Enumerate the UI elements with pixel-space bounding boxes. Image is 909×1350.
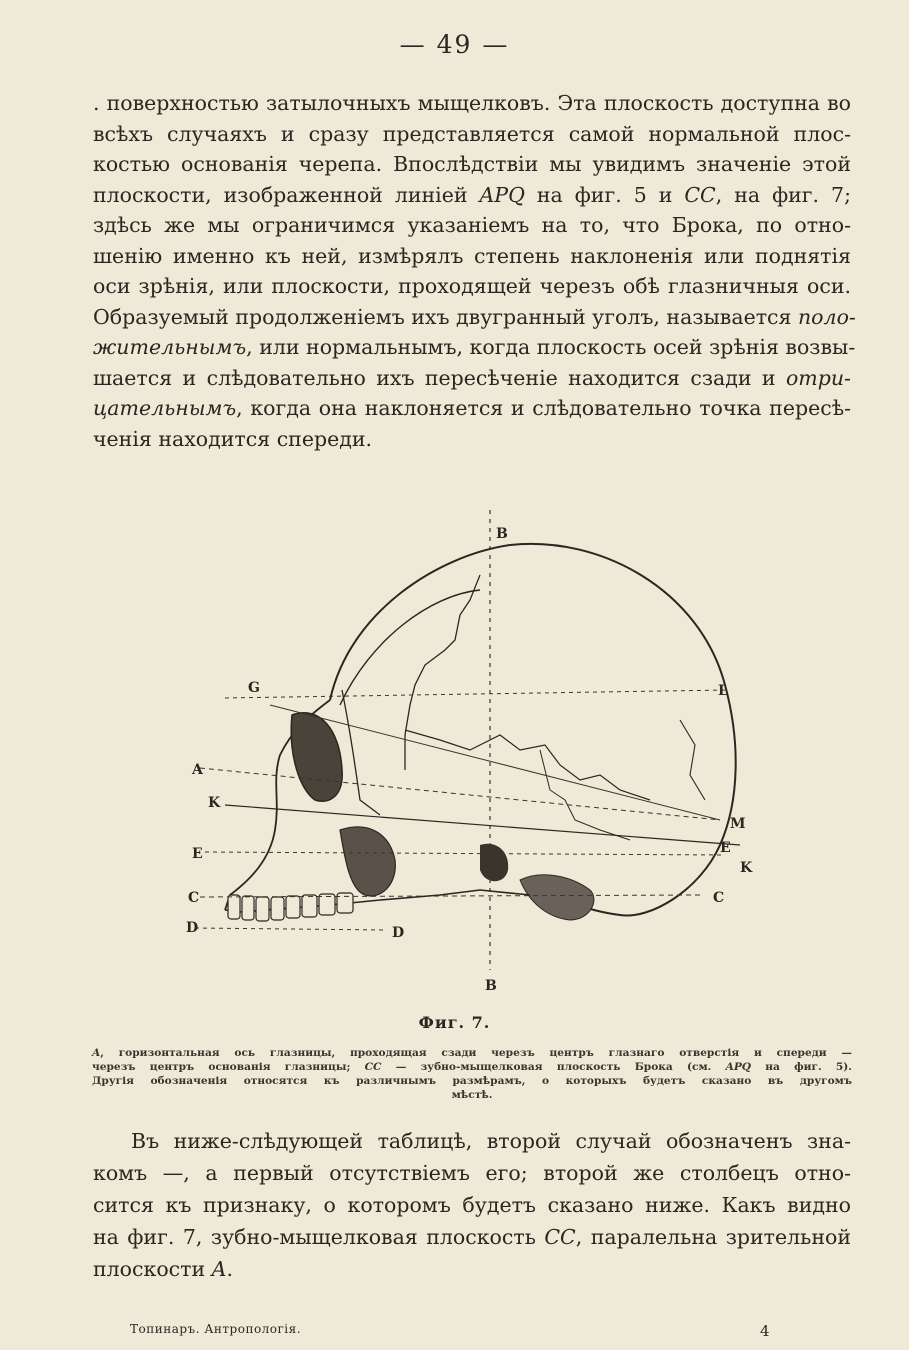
label-g: G [248,680,260,696]
text-line: плоскости, изображенной линіей APQ на фиг. 5 и CC, на фиг. 7; [93,182,851,207]
running-title: Топинаръ. Антропологія. [130,1322,302,1336]
label-k-right: K [740,860,753,876]
text-line: шенію именно къ ней, измѣрялъ степень наклоненія или поднятія [93,243,851,268]
figure-caption [92,1046,852,1102]
label-k-left: K [208,795,221,811]
paragraph-1 [93,88,856,454]
text-line: на фиг. 7, зубно-мыщелковая плоскость CC, паралельна зрительной [93,1225,852,1249]
page-footer [130,1322,770,1340]
label-d-mid: D [392,925,405,941]
text-line: жительнымъ, или нормальнымъ, когда плоскость осей зрѣнія возвы- [93,335,856,359]
label-c-left: C [188,890,200,906]
text-line: цательнымъ, когда она наклоняется и слѣдовательно точка пересѣ- [93,396,851,420]
label-a: A [192,762,203,778]
text-line: плоскости A. [93,1257,234,1281]
text-line: всѣхъ случаяхъ и сразу представляется самой нормальной плос- [93,121,851,146]
label-l: L [718,683,728,699]
signature-mark: 4 [759,1322,770,1340]
text-line: шается и слѣдовательно ихъ пересѣченіе находится сзади и отри- [93,365,851,390]
skull-illustration [180,500,780,1000]
text-line: здѣсь же мы ограничимся указаніемъ на то, что Брока, по отно- [93,213,851,237]
figure-7 [180,500,780,1000]
figure-title: Фиг. 7. [418,1013,491,1032]
text-line: костью основанія черепа. Впослѣдствіи мы увидимъ значеніе этой [93,152,851,176]
label-b-bottom: B [485,978,497,994]
caption-line: A, горизонтальная ось глазницы, проходящая сзади черезъ центръ глазнаго отверстія и спереди — [92,1047,852,1059]
page-number: — 49 — [399,30,510,59]
text-line: . поверхностью затылочныхъ мыщелковъ. Эта плоскость доступна во [93,91,851,115]
text-line: оси зрѣнія, или плоскости, проходящей черезъ обѣ глазничныя оси. [93,274,851,298]
caption-line: мѣстѣ. [451,1089,493,1101]
label-c-right: C [713,890,725,906]
text-line: Въ ниже-слѣдующей таблицѣ, второй случай обозначенъ зна- [131,1129,851,1153]
text-line: ченія находится спереди. [93,426,373,451]
label-b-top: B [496,526,508,542]
label-d-left: D [186,920,199,936]
label-m: M [730,816,746,832]
text-line: сится къ признаку, о которомъ будетъ сказано ниже. Какъ видно [93,1193,851,1217]
caption-line: Другія обозначенія относятся къ различнымъ размѣрамъ, о которыхъ будетъ сказано въ другомъ [92,1075,852,1087]
paragraph-2 [93,1125,851,1285]
label-e-right: E [720,840,731,856]
text-line: комъ —, а первый отсутствіемъ его; второй же столбецъ отно- [93,1161,851,1185]
text-line: Образуемый продолженіемъ ихъ двугранный уголъ, называется поло- [93,304,856,329]
label-e-left: E [192,846,203,862]
caption-line: черезъ центръ основанія глазницы; CC — зубно-мыщелковая плоскость Брока (см. APQ на фиг. 5). [92,1061,852,1073]
